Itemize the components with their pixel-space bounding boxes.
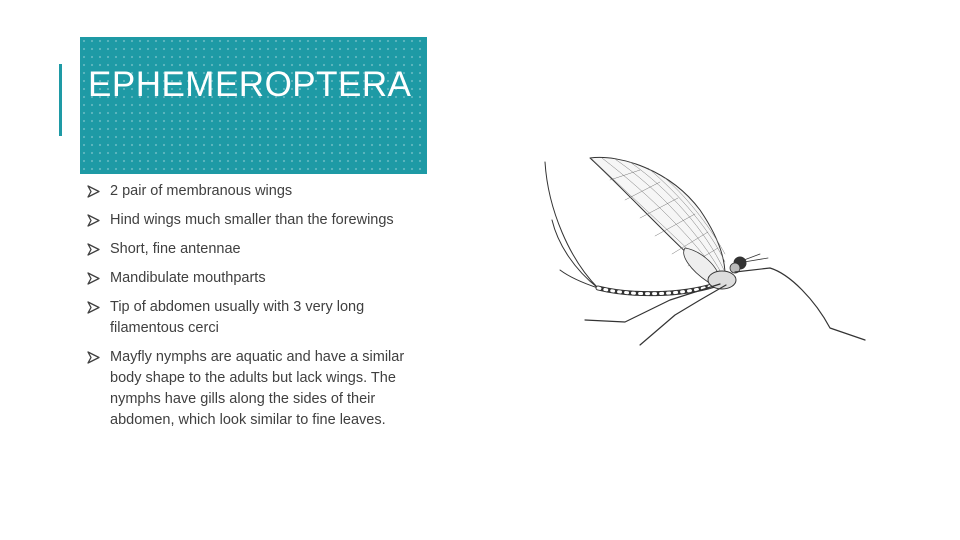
arrowhead-bullet-icon [87,301,100,314]
bullet-text: Mayfly nymphs are aquatic and have a similar body shape to the adults but lack wings. The nymphs have gills along the sides of their abdomen, which look similar to fine leaves. [110,349,405,428]
bullet-item [87,239,417,260]
title-box [80,37,427,174]
bullet-text: Short, fine antennae [110,241,241,257]
mayfly-illustration [530,150,875,355]
arrowhead-bullet-icon [87,185,100,198]
bullet-item [87,297,417,339]
bullet-item [87,181,417,202]
arrowhead-bullet-icon [87,214,100,227]
arrowhead-bullet-icon [87,243,100,256]
slide-title: EPHEMEROPTERA [88,65,412,104]
bullet-list [87,181,417,439]
bullet-item [87,210,417,231]
bullet-text: 2 pair of membranous wings [110,183,293,199]
bullet-item [87,347,417,431]
title-accent-bar [59,64,62,136]
bullet-text: Hind wings much smaller than the forewings [110,212,394,228]
bullet-item [87,268,417,289]
bullet-text: Mandibulate mouthparts [110,270,266,286]
arrowhead-bullet-icon [87,272,100,285]
arrowhead-bullet-icon [87,351,100,364]
bullet-text: Tip of abdomen usually with 3 very long filamentous cerci [110,299,365,336]
